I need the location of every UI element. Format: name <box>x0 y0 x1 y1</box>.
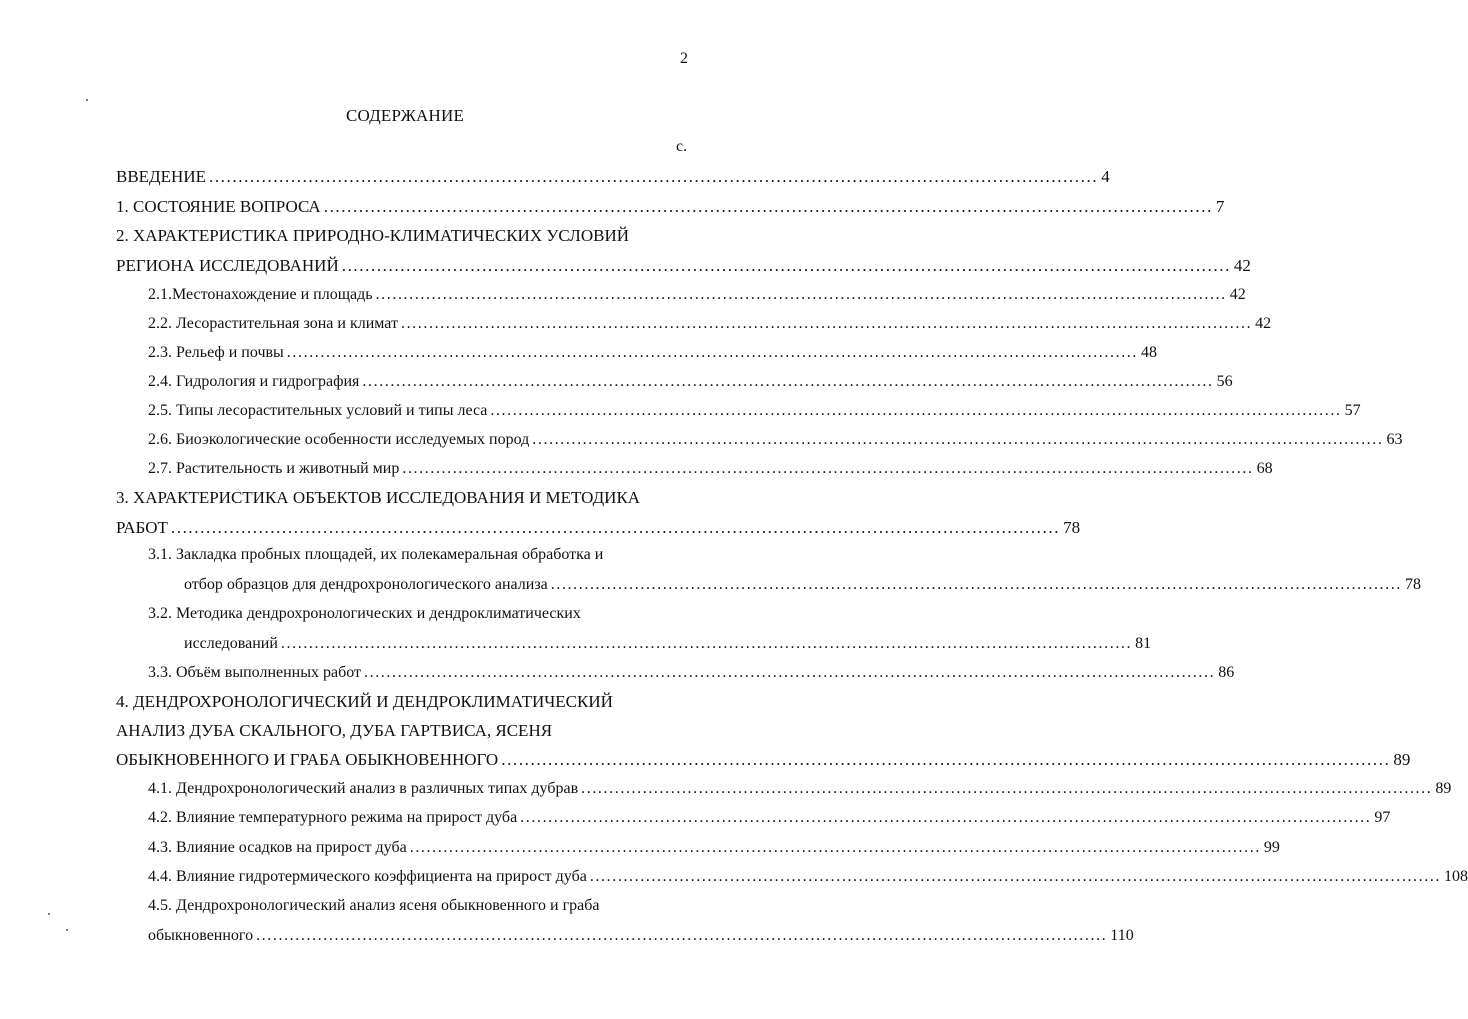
toc-entry-title: 1. СОСТОЯНИЕ ВОПРОСА <box>116 197 321 216</box>
toc-subentry <box>148 775 1452 803</box>
toc-subentry <box>148 310 1272 338</box>
leader-dots: ........................................................................................................................................................ <box>341 256 1231 275</box>
leader-dots: ........................................................................................................................................................ <box>520 809 1372 826</box>
toc-entry-page: 48 <box>1141 344 1157 361</box>
toc-entry-title-line: 3.2. Методика дендрохронологических и дендроклиматических <box>148 605 581 622</box>
toc-entry-page: 63 <box>1386 431 1403 448</box>
toc-entry-title: РАБОТ <box>116 518 168 537</box>
leader-dots: ........................................................................................................................................................ <box>501 750 1391 769</box>
toc-subentry <box>148 426 1403 454</box>
toc-subentry <box>148 397 1361 425</box>
leader-dots: ........................................................................................................................................................ <box>589 868 1442 885</box>
toc-entry-page: 68 <box>1256 460 1273 477</box>
leader-dots: ........................................................................................................................................................ <box>170 518 1061 537</box>
page-title: СОДЕРЖАНИЕ <box>345 106 465 125</box>
toc-entry-title-line: АНАЛИЗ ДУБА СКАЛЬНОГО, ДУБА ГАРТВИСА, ЯСЕНЯ <box>116 721 553 740</box>
toc-subentry <box>148 368 1233 396</box>
scan-speck <box>66 929 68 931</box>
leader-dots: ........................................................................................................................................................ <box>256 927 1108 944</box>
toc-entry-title-line: 3.1. Закладка пробных площадей, их полекамеральная обработка и <box>148 546 604 563</box>
toc-entry-page: 81 <box>1135 635 1152 652</box>
toc-subentry <box>148 804 1391 832</box>
leader-dots: ........................................................................................................................................................ <box>280 635 1133 652</box>
leader-dots: ........................................................................................................................................................ <box>490 402 1342 419</box>
toc-entry-title: 2.2. Лесорастительная зона и климат <box>148 315 398 332</box>
toc-entry-title: ВВЕДЕНИЕ <box>116 167 206 186</box>
toc-entry-title: 2.6. Биоэкологические особенности исследуемых пород <box>148 431 530 448</box>
toc-entry-page: 78 <box>1063 518 1081 537</box>
leader-dots: ........................................................................................................................................................ <box>323 197 1213 216</box>
toc-subentry <box>148 659 1235 687</box>
scan-speck <box>48 913 50 915</box>
toc-entry-title: 4.4. Влияние гидротермического коэффициента на прирост дуба <box>148 868 587 885</box>
leader-dots: ........................................................................................................................................................ <box>409 839 1261 856</box>
toc-entry <box>116 222 1251 280</box>
toc-entry-page: 78 <box>1404 576 1421 593</box>
toc-entry-title: 2.4. Гидрология и гидрография <box>148 373 360 390</box>
toc-entry-title: 2.5. Типы лесорастительных условий и типы леса <box>148 402 488 419</box>
toc-entry-page: 89 <box>1393 750 1411 769</box>
toc-subentry <box>148 863 1468 891</box>
toc-entry-page: 42 <box>1229 286 1246 303</box>
toc-entry-title: 4.2. Влияние температурного режима на прирост дуба <box>148 809 518 826</box>
leader-dots: ........................................................................................................................................................ <box>362 373 1214 390</box>
leader-dots: ........................................................................................................................................................ <box>402 460 1254 477</box>
toc-entry-page: 86 <box>1218 664 1235 681</box>
toc-entry-title-line: 2. ХАРАКТЕРИСТИКА ПРИРОДНО-КЛИМАТИЧЕСКИХ УСЛОВИЙ <box>116 226 629 245</box>
toc-entry <box>116 163 1110 191</box>
toc-entry-page: 4 <box>1101 167 1110 186</box>
toc-subentry <box>148 455 1273 483</box>
toc-entry <box>116 193 1225 221</box>
leader-dots: ........................................................................................................................................................ <box>375 286 1227 303</box>
toc-subentry <box>148 339 1157 367</box>
leader-dots: ........................................................................................................................................................ <box>364 664 1216 681</box>
leader-dots: ........................................................................................................................................................ <box>400 315 1253 332</box>
toc-entry-page: 108 <box>1444 868 1468 885</box>
toc-subentry <box>148 600 1152 658</box>
toc-entry-title: исследований <box>184 635 278 652</box>
toc-entry-page: 89 <box>1435 780 1452 797</box>
toc-entry-title: 4.3. Влияние осадков на прирост дуба <box>148 839 407 856</box>
toc-entry-title: отбор образцов для дендрохронологического анализа <box>184 576 548 593</box>
toc-entry-title-line: 4. ДЕНДРОХРОНОЛОГИЧЕСКИЙ И ДЕНДРОКЛИМАТИЧЕСКИЙ <box>116 692 613 711</box>
toc-subentry <box>148 892 1134 950</box>
toc-entry-title: 2.1.Местонахождение и площадь <box>148 286 373 303</box>
toc-entry-page: 7 <box>1215 197 1225 216</box>
toc-entry-page: 56 <box>1216 373 1233 390</box>
toc-subentry <box>148 541 1421 599</box>
toc-subentry <box>148 281 1246 309</box>
leader-dots: ........................................................................................................................................................ <box>581 780 1433 797</box>
toc-entry <box>116 688 1411 774</box>
toc-entry-title: 3.3. Объём выполненных работ <box>148 664 361 681</box>
page-number: 2 <box>680 50 688 67</box>
leader-dots: ........................................................................................................................................................ <box>550 576 1402 593</box>
leader-dots: ........................................................................................................................................................ <box>286 344 1138 361</box>
toc-entry-page: 57 <box>1344 402 1361 419</box>
toc-entry-page: 110 <box>1110 927 1134 944</box>
toc-entry-title: 2.3. Рельеф и почвы <box>148 344 284 361</box>
toc-entry-title: обыкновенного <box>148 927 254 944</box>
scan-speck <box>86 99 88 101</box>
leader-dots: ........................................................................................................................................................ <box>208 167 1099 186</box>
toc-entry-title: 4.1. Дендрохронологический анализ в различных типах дубрав <box>148 780 579 797</box>
toc-entry <box>116 484 1081 542</box>
toc-entry-title: РЕГИОНА ИССЛЕДОВАНИЙ <box>116 256 339 275</box>
toc-entry-page: 97 <box>1374 809 1391 826</box>
toc-entry-title-line: 4.5. Дендрохронологический анализ ясеня обыкновенного и граба <box>148 897 600 914</box>
toc-entry-page: 42 <box>1233 256 1251 275</box>
toc-entry-title: ОБЫКНОВЕННОГО И ГРАБА ОБЫКНОВЕННОГО <box>116 750 499 769</box>
toc-entry-page: 99 <box>1263 839 1280 856</box>
toc-entry-title-line: 3. ХАРАКТЕРИСТИКА ОБЪЕКТОВ ИССЛЕДОВАНИЯ И МЕТОДИКА <box>116 488 641 507</box>
toc-entry-title: 2.7. Растительность и животный мир <box>148 460 400 477</box>
leader-dots: ........................................................................................................................................................ <box>532 431 1384 448</box>
toc-subentry <box>148 834 1280 862</box>
toc-entry-page: 42 <box>1255 315 1272 332</box>
page-column-label: с. <box>676 138 688 155</box>
